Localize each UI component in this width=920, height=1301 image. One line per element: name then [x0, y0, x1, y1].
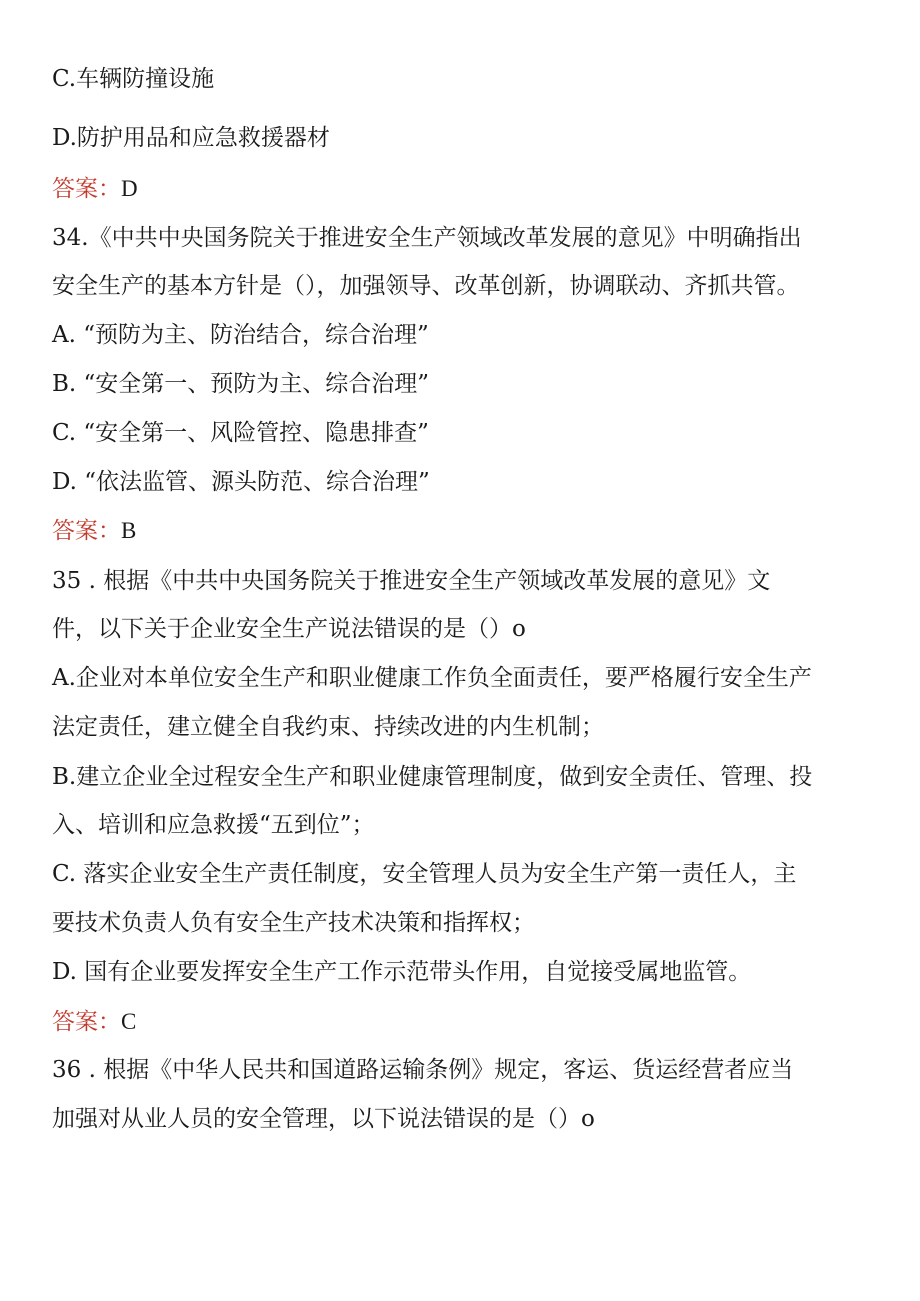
- answer-value: D: [121, 176, 138, 201]
- q34-stem-line2: 安全生产的基本方针是（），加强领导、改革创新，协调联动、齐抓共管。: [52, 273, 800, 299]
- answer-label: 答案：: [52, 518, 121, 544]
- q34-option-b: B. “安全第一、预防为主、综合治理”: [52, 371, 430, 397]
- q35-option-b-line1: B.建立企业全过程安全生产和职业健康管理制度，做到安全责任、管理、投: [52, 764, 813, 790]
- q35-option-d: D. 国有企业要发挥安全生产工作示范带头作用，自觉接受属地监管。: [52, 959, 752, 985]
- q35-answer: [52, 1007, 136, 1037]
- q34-stem-line1: 34.《中共中央国务院关于推进安全生产领域改革发展的意见》中明确指出: [52, 225, 802, 251]
- answer-label: 答案：: [52, 1009, 121, 1035]
- q34-option-c: C. “安全第一、风险管控、隐患排查”: [52, 420, 429, 446]
- q34-answer: [52, 516, 136, 546]
- q34-option-a: A. “预防为主、防治结合，综合治理”: [52, 322, 429, 348]
- answer-value: B: [121, 518, 137, 543]
- q35-option-c-line1: C. 落实企业安全生产责任制度，安全管理人员为安全生产第一责任人，主: [52, 861, 797, 887]
- q35-option-a-line1: A.企业对本单位安全生产和职业健康工作负全面责任，要严格履行安全生产: [52, 665, 812, 691]
- q36-stem-line1: 36 . 根据《中华人民共和国道路运输条例》规定，客运、货运经营者应当: [52, 1057, 794, 1083]
- q35-option-c-line2: 要技术负责人负有安全生产技术决策和指挥权；: [52, 910, 535, 936]
- q33-answer: [52, 174, 138, 204]
- q35-option-a-line2: 法定责任，建立健全自我约束、持续改进的内生机制；: [52, 714, 604, 740]
- q33-option-d: D.防护用品和应急救援器材: [52, 125, 330, 151]
- answer-value: C: [121, 1009, 137, 1034]
- q35-stem-line1: 35 . 根据《中共中央国务院关于推进安全生产领域改革发展的意见》文: [52, 568, 771, 594]
- q36-stem-line2: 加强对从业人员的安全管理，以下说法错误的是（）o: [52, 1106, 595, 1132]
- q34-option-d: D. “依法监管、源头防范、综合治理”: [52, 469, 430, 495]
- q33-option-c: C.车辆防撞设施: [52, 66, 215, 92]
- answer-label: 答案：: [52, 176, 121, 202]
- q35-option-b-line2: 入、培训和应急救援“五到位”；: [52, 812, 375, 838]
- q35-stem-line2: 件，以下关于企业安全生产说法错误的是（）o: [52, 616, 526, 642]
